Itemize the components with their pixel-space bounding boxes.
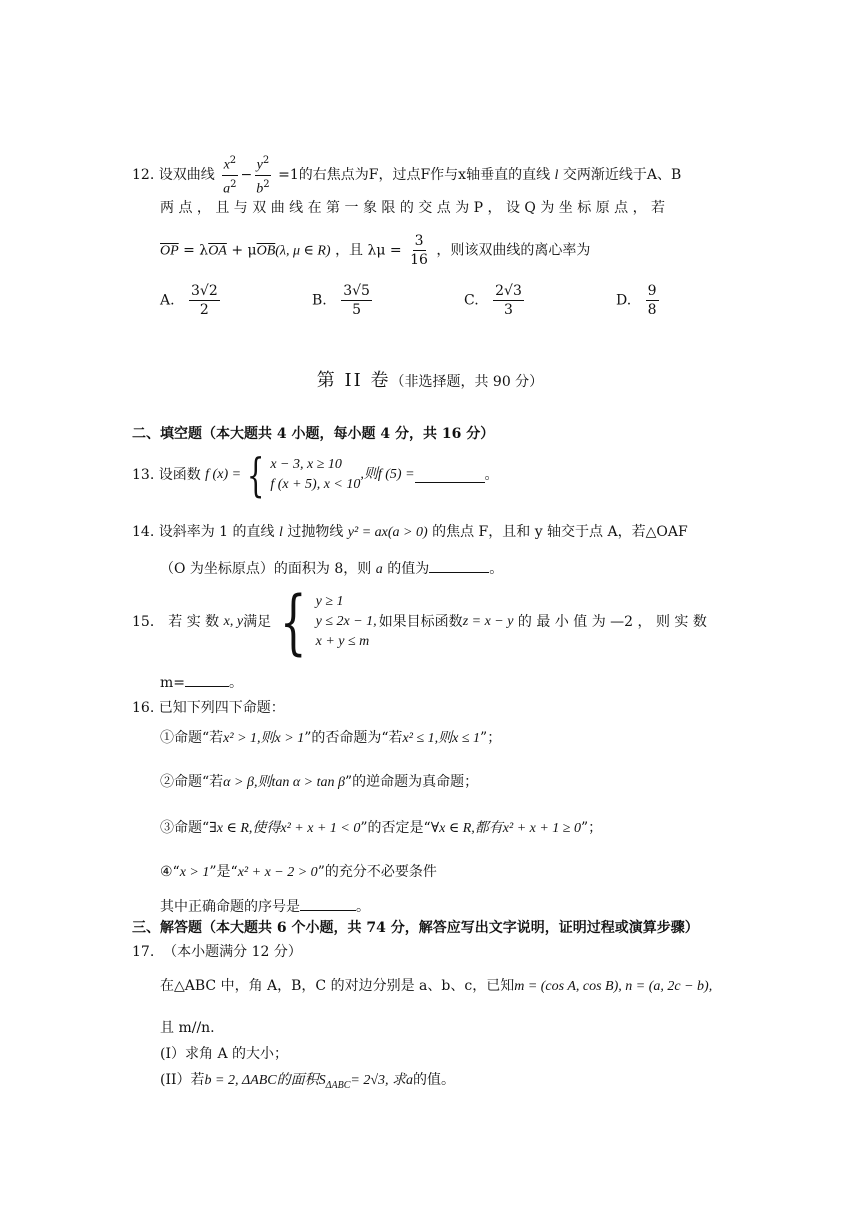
q16-prop4: ④“x > 1”是“x² + x − 2 > 0”的充分不必要条件 xyxy=(160,864,437,880)
q15-line2: m= 。 xyxy=(160,672,243,693)
q12-l: l xyxy=(554,168,559,184)
q13-answer-blank[interactable] xyxy=(415,468,485,483)
q15-line1: 15． 若 实 数 x, y 满足 { y ≥ 1 y ≤ 2x − 1, x + y ≤ m 如果目标函数 z = x − y 的 最 小 值 为 —2 ， 则 实 数 xyxy=(132,581,707,663)
q17-part1: (I）求角 A 的大小； xyxy=(160,1046,289,1062)
q12-frac-y: $\frac{y^2}{b^2}$ xyxy=(254,152,271,198)
q16-answer-blank[interactable] xyxy=(300,896,356,911)
q12-text2: =1的右焦点为F，过点F作与x轴垂直的直线 xyxy=(278,167,551,184)
section2-heading: 二、填空题（本大题共 4 小题，每小题 4 分，共 16 分） xyxy=(132,426,495,442)
q12-text1: 设双曲线 xyxy=(158,167,215,184)
q15-brace: { xyxy=(279,581,307,663)
q16-prop2: ②命题“若α > β,则tan α > tan β”的逆命题为真命题； xyxy=(160,774,479,790)
q13-number: 13. xyxy=(132,467,155,483)
q14-line1: 14. 设斜率为 1 的直线 l 过抛物线 y² = ax(a > 0) 的焦点 F，且和 y 轴交于点 A，若△OAF xyxy=(132,524,688,540)
q12-option-b[interactable]: B. $\frac{3√5}{5}$ xyxy=(312,283,370,318)
q16-intro: 16. 已知下列四下命题： xyxy=(132,700,285,716)
q12-frac-x: $\frac{x^2}{a^2}$ xyxy=(221,152,238,198)
part2-title: 第 II 卷（非选择题，共 90 分） xyxy=(316,370,544,391)
q12-option-c[interactable]: C. $\frac{2√3}{3}$ xyxy=(464,283,522,318)
q13-brace: { xyxy=(246,448,265,502)
q17-text2: 且 m//n. xyxy=(160,1020,215,1036)
q14-line2: （O 为坐标原点）的面积为 8，则 a 的值为 。 xyxy=(160,558,503,580)
q14-answer-blank[interactable] xyxy=(429,558,489,573)
q15-cases: y ≥ 1 y ≤ 2x − 1, x + y ≤ m xyxy=(315,594,377,649)
q15-answer-blank[interactable] xyxy=(185,672,229,687)
q12-text3: 交两渐近线于A、B xyxy=(562,167,682,184)
q13: 13. 设函数 f (x) = { x − 3, x ≥ 10 f (x + 5), x < 10 ,则f (5) = 。 xyxy=(132,448,499,502)
q12-line1: 12. 设双曲线 $\frac{x^2}{a^2}$ − $\frac{y^2}{b^2}$ =1的右焦点为F，过点F作与x轴垂直的直线 l 交两渐近线于A、B xyxy=(132,152,681,198)
q13-cases: x − 3, x ≥ 10 f (x + 5), x < 10 xyxy=(270,457,361,492)
section3-heading: 三、解答题（本大题共 6 个小题，共 74 分，解答应写出文字说明，证明过程或演算步骤） xyxy=(132,920,699,936)
q17-part2: (II）若b = 2, ΔABC的面积$S_{\Delta ABC}= 2√3$, 求a的值。 xyxy=(160,1072,456,1091)
q16-ask: 其中正确命题的序号是 。 xyxy=(160,896,370,917)
q12-option-a[interactable]: A. $\frac{3√2}{2}$ xyxy=(160,283,218,318)
q12-number: 12. xyxy=(132,167,155,184)
q12-option-d[interactable]: D. $\frac{9}{8}$ xyxy=(616,283,657,318)
q17-header: 17. （本小题满分 12 分） xyxy=(132,944,302,960)
vec-oa: $\overline{OA}$ xyxy=(208,243,227,259)
vec-op: $\overline{OP}$ xyxy=(160,243,179,259)
q16-prop1: ①命题“若x² > 1,则x > 1”的否命题为“若x² ≤ 1,则x ≤ 1”； xyxy=(160,730,502,746)
q12-line2: 两 点 ， 且 与 双 曲 线 在 第 一 象 限 的 交 点 为 P ， 设 Q 为 坐 标 原 点 ， 若 xyxy=(160,200,666,216)
vec-ob: $\overline{OB}$ xyxy=(256,243,276,259)
q12-frac-316: $\frac{3}{16}$ xyxy=(410,233,428,268)
q17-text1: 在△ABC 中，角 A，B，C 的对边分别是 a、b、c，已知m = (cos A, cos B), n = (a, 2c − b), xyxy=(160,978,713,994)
q16-prop3: ③命题“∃x ∈ R,使得x² + x + 1 < 0”的否定是“∀x ∈ R,都有x² + x + 1 ≥ 0”； xyxy=(160,820,603,836)
q12-line3: $\overline{OP} = \lambda\overline{OA} + \mu\overline{OB}(\lambda$, μ ∈ R) ，且 λμ = $\frac{3}{16}$ ，则该双曲线的离心率为 xyxy=(160,233,591,268)
